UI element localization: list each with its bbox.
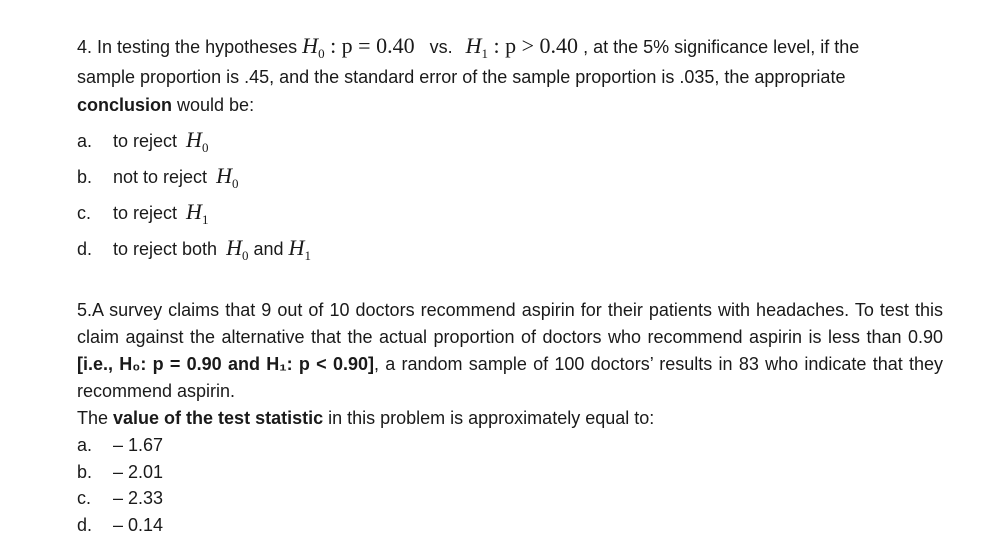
- conclusion-bold: conclusion: [77, 95, 173, 115]
- null-hypothesis: $H_0$ : p = 0.40: [302, 33, 415, 61]
- option-5d: d. – 0.14: [77, 515, 164, 536]
- question-4-line-1: [77, 31, 943, 62]
- versus-label: vs.: [429, 37, 453, 57]
- question-4-line-2: sample proportion is .45, and the standard error of the sample proportion is .035, the appropriate: [77, 67, 846, 87]
- question-4: [77, 31, 943, 266]
- question-4-line-1-end: , at the 5% significance level, if the: [583, 37, 860, 57]
- option-4d: d. to reject both $H_0$ and $H_1$: [77, 235, 311, 263]
- question-4-line-3: conclusion would be:: [77, 95, 255, 115]
- question-5-options: [77, 432, 943, 539]
- question-4-prefix: 4. In testing the hypotheses: [77, 37, 298, 57]
- question-4-options: [77, 122, 943, 266]
- alternative-hypothesis: $H_1$ : p > 0.40: [465, 33, 579, 61]
- question-5-text-2: , a random sample of 100 doctors’ results in 83 who indicate that they recommend aspirin.: [77, 354, 944, 401]
- question-5-prompt: The value of the test statistic in this problem is approximately equal to:: [77, 408, 655, 428]
- option-5a: a. – 1.67: [77, 435, 164, 455]
- document-page: [77, 0, 943, 539]
- question-5: [77, 297, 943, 405]
- option-5b: b. – 2.01: [77, 461, 164, 482]
- option-5c: c. – 2.33: [77, 488, 164, 509]
- option-4c: c. to reject $H_1$: [77, 199, 209, 227]
- option-4b: b. not to reject $H_0$: [77, 163, 239, 191]
- question-5-hypotheses: [i.e., H₀: p = 0.90 and H₁: p < 0.90]: [77, 354, 374, 374]
- question-5-text-1: 5.A survey claims that 9 out of 10 doctors recommend aspirin for their patients with headaches. To test this claim against the alternative that the actual proportion of doctors who recommend aspirin is less than 0.90: [77, 300, 943, 347]
- option-4a: a. to reject $H_0$: [77, 127, 209, 155]
